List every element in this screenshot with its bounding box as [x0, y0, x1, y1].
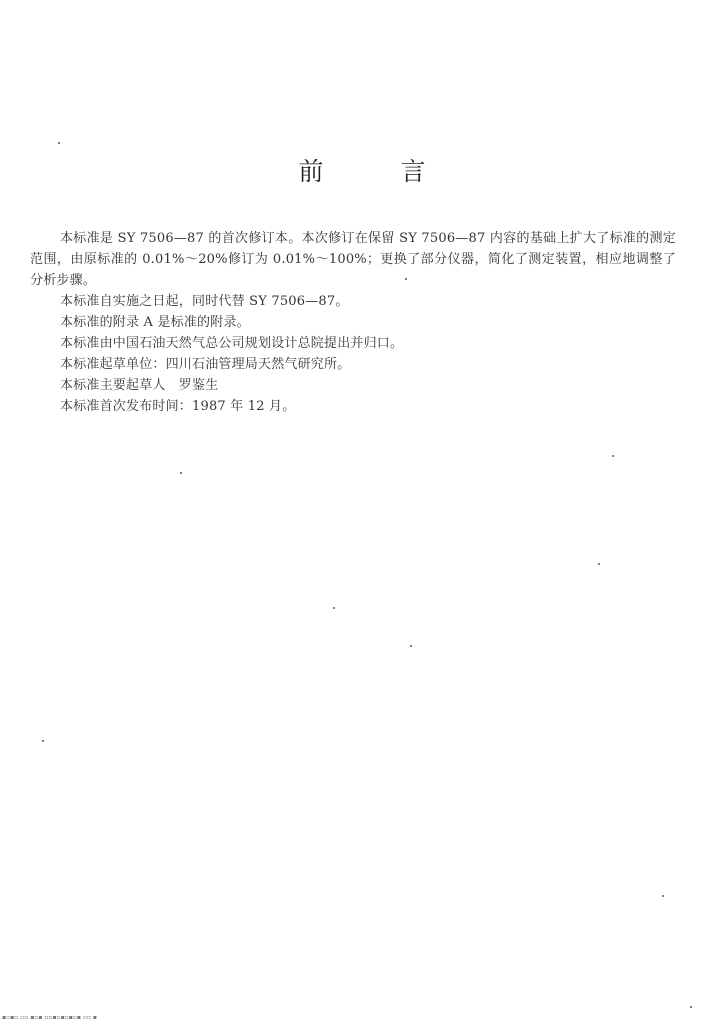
- preface-heading: [0, 152, 724, 188]
- scan-speck: [410, 645, 412, 647]
- scan-speck: [612, 455, 614, 457]
- scan-speck: [42, 740, 44, 742]
- scan-speck: [180, 472, 182, 474]
- scan-speck: [405, 278, 407, 280]
- paragraph-first-issue: 本标准首次发布时间：1987 年 12 月。: [60, 399, 296, 414]
- scan-speck: [690, 1006, 692, 1008]
- heading-char-yan: 言: [400, 157, 426, 186]
- heading-char-qian: 前: [298, 157, 324, 186]
- scan-speck: [662, 895, 664, 897]
- scan-speck: [58, 142, 60, 144]
- paragraph-revision-note: 本标准是 SY 7506—87 的首次修订本。本次修订在保留 SY 7506—87 内容的基础上扩大了标准的测定范围，由原标准的 0.01%～20%修订为 0.01%～100%；更换了部分仪器，简化了测定装置，相应地调整了分析步骤。: [30, 231, 676, 288]
- paragraph-drafting-unit: 本标准起草单位：四川石油管理局天然气研究所。: [60, 357, 351, 372]
- scan-speck: [333, 607, 335, 609]
- scan-speck: [598, 563, 600, 565]
- paragraph-proposer: 本标准由中国石油天然气总公司规划设计总院提出并归口。: [60, 336, 404, 351]
- preface-body: [30, 228, 676, 417]
- paragraph-appendix: 本标准的附录 A 是标准的附录。: [60, 315, 250, 330]
- paragraph-main-drafter: 本标准主要起草人 罗鉴生: [60, 378, 219, 393]
- scan-footer-mark: ▪▫▪▫ ▫▫ ▪▫▪ ▫▫▪▫▪▫▪▫▪ ▫▫ ▪: [2, 1014, 97, 1021]
- paragraph-supersedes: 本标准自实施之日起，同时代替 SY 7506—87。: [60, 294, 349, 309]
